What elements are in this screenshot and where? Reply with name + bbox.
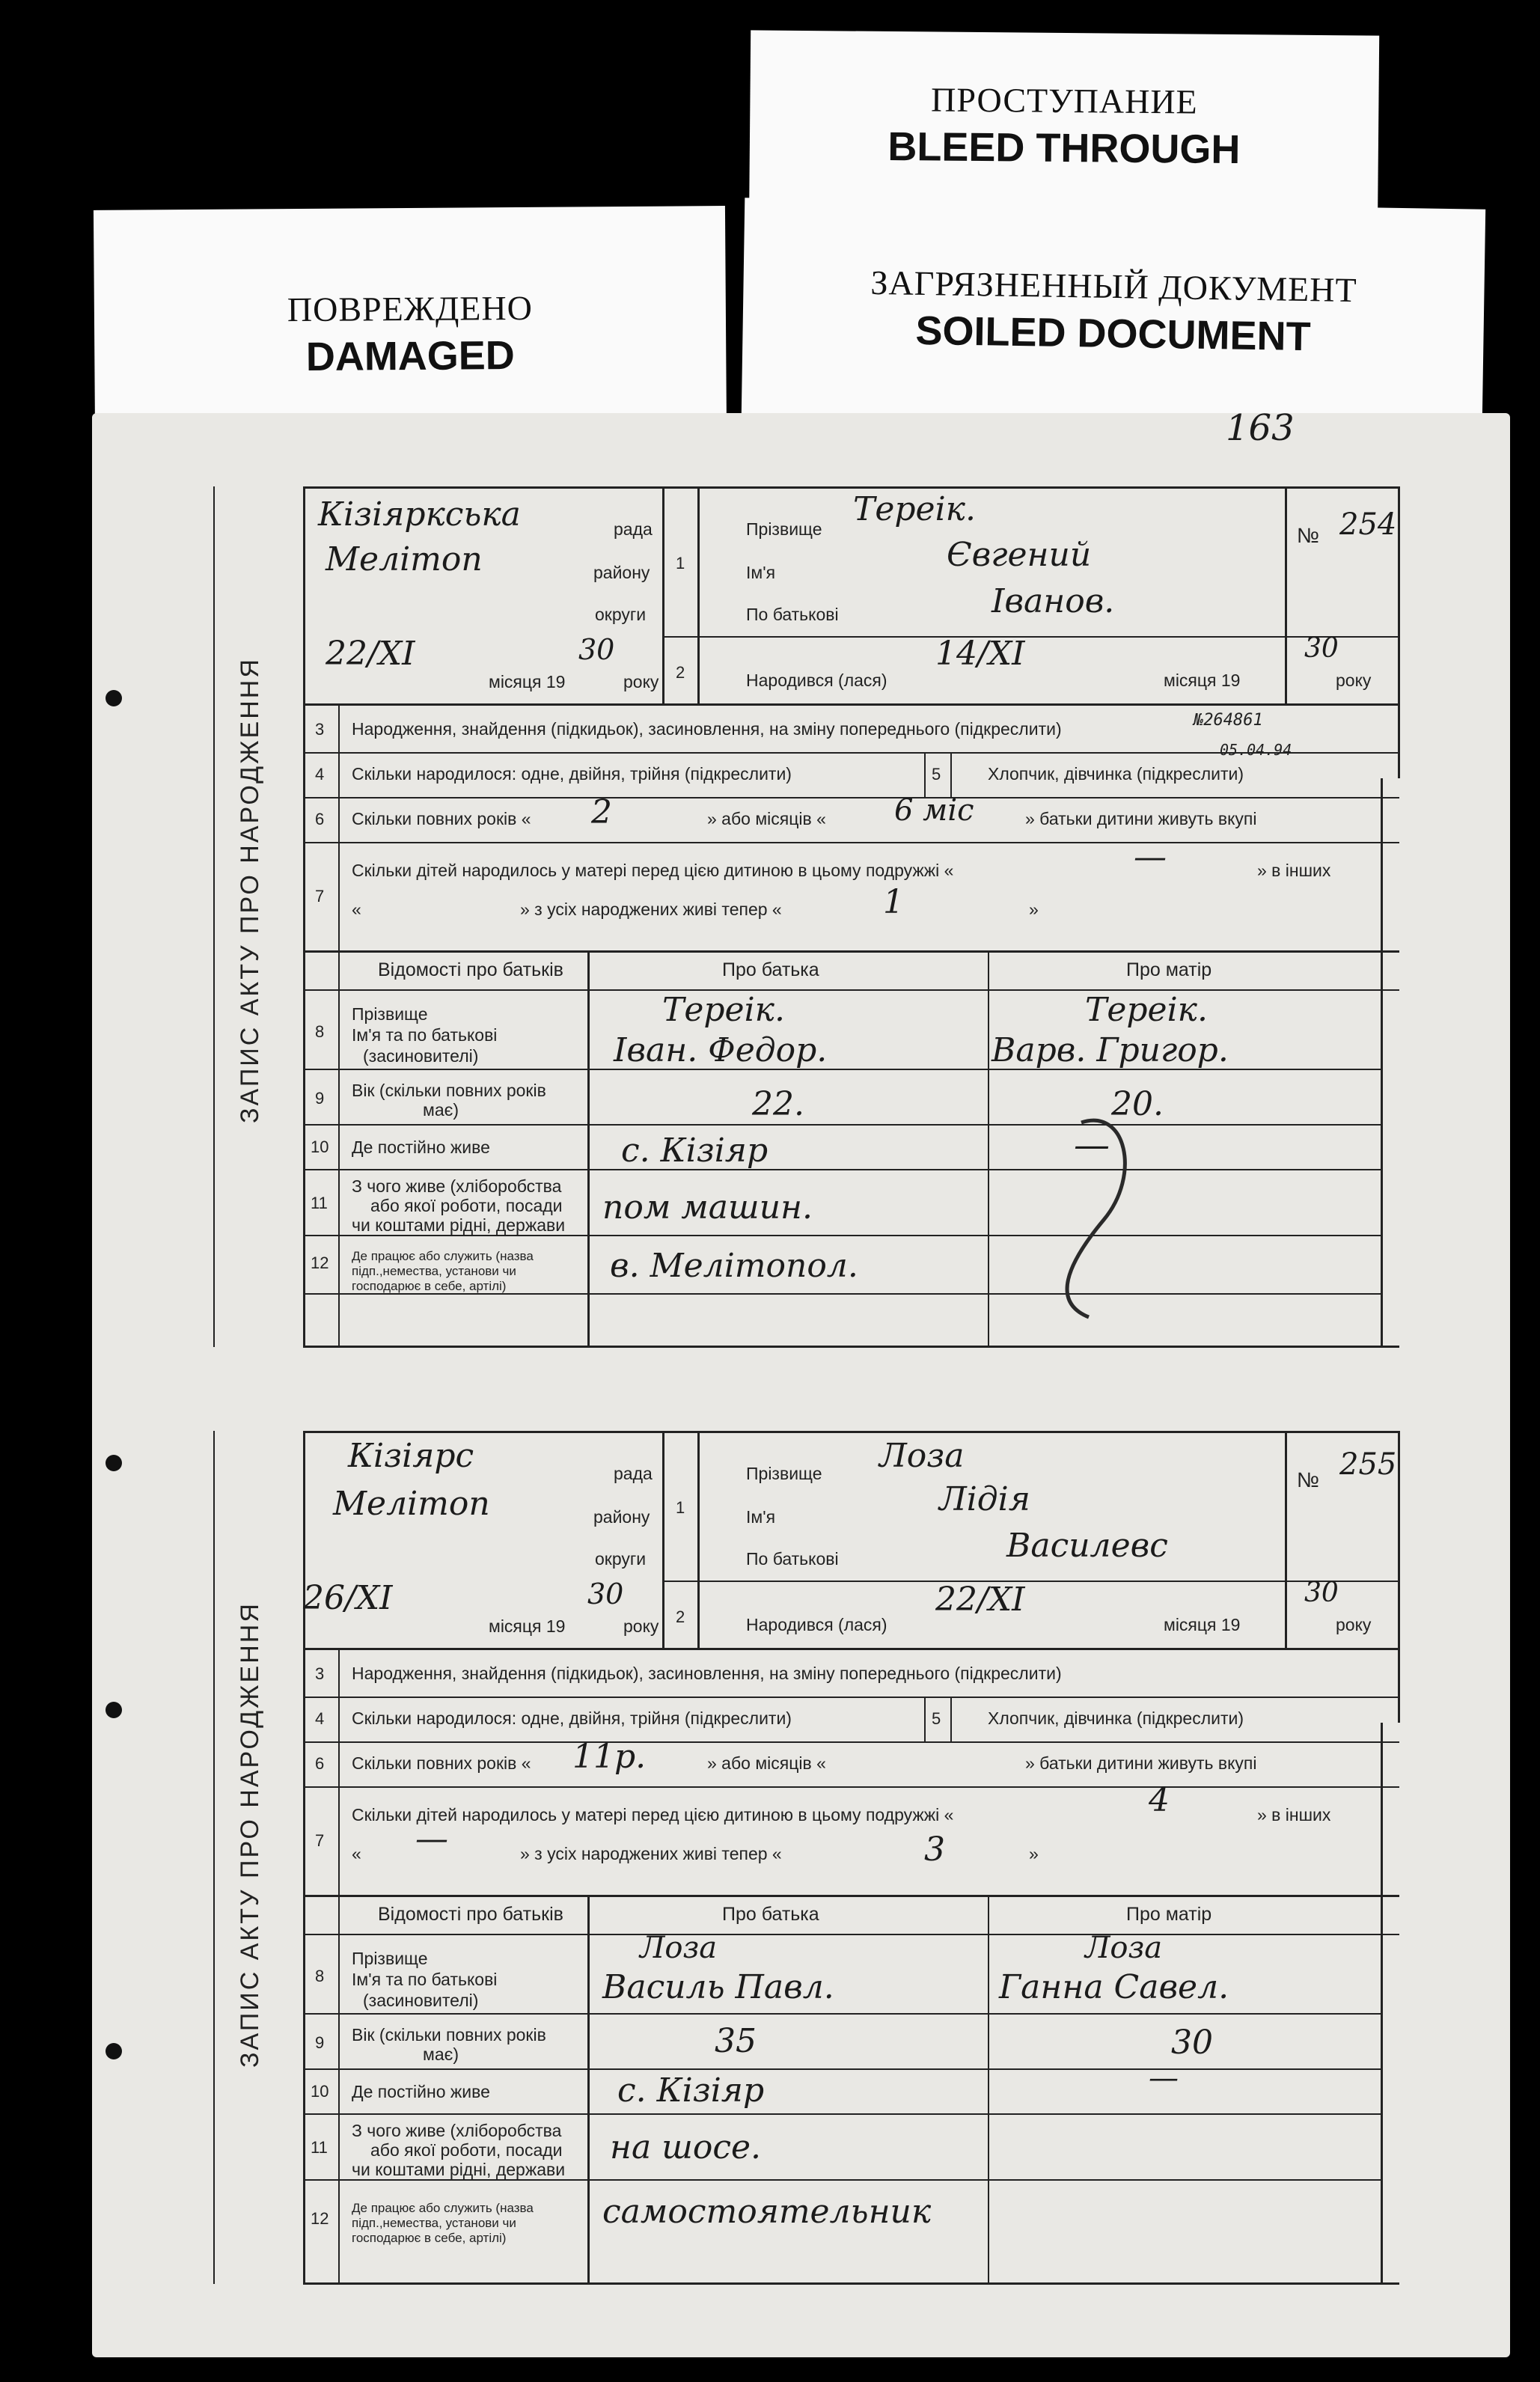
r8-name: Ім'я та по батькові	[352, 1970, 498, 1989]
header-parents: Відомості про батьків	[378, 959, 563, 980]
r8-name: Ім'я та по батькові	[352, 1025, 498, 1045]
soiled-document-card	[742, 198, 1485, 427]
r10-residence: Де постійно живе	[352, 1137, 490, 1157]
row-number-4: 4	[315, 765, 325, 784]
r8-adoptive: (засиновителі)	[363, 1991, 479, 2010]
row-number-8: 8	[315, 1967, 325, 1985]
header-parents: Відомості про батьків	[378, 1904, 563, 1925]
damaged-ru: ПОВРЕЖДЕНО	[287, 288, 534, 329]
row6-together-label: » батьки дитини живуть вкупі	[1025, 809, 1257, 828]
label-name: Ім'я	[746, 1507, 776, 1527]
record-number: 255	[1339, 1447, 1397, 1482]
label-month-19: місяця 19	[489, 672, 566, 691]
place-raion: Мелітоп	[326, 540, 483, 578]
registration-year: 30	[587, 1578, 624, 1610]
birth-date: 22/XI	[935, 1581, 1025, 1619]
row-number-5: 5	[932, 1709, 941, 1728]
row7-text-a: Скільки дітей народилось у матері перед цією дитиною в цьому подружжі «	[352, 1805, 954, 1824]
damaged-card	[94, 206, 727, 439]
label-raionu: району	[593, 563, 650, 582]
row-number-3: 3	[315, 720, 325, 739]
mother-name: Ганна Савел.	[999, 1968, 1229, 2006]
punch-hole	[106, 2043, 122, 2059]
header-father: Про батька	[722, 959, 819, 980]
row-number-12: 12	[311, 2209, 329, 2228]
row-number-11: 11	[311, 1194, 328, 1212]
label-surname: Прізвище	[746, 1464, 822, 1483]
row-number-7: 7	[315, 887, 325, 906]
row7-text-d: » з усіх народжених живі тепер «	[520, 1844, 782, 1863]
row-number-10: 10	[311, 1137, 329, 1156]
side-title: ЗАПИС АКТУ ПРО НАРОДЖЕННЯ	[236, 657, 264, 1124]
years-together: 2	[591, 793, 612, 831]
r12-c: господарює в себе, артілі)	[352, 2231, 507, 2245]
mother-age: 30	[1171, 2024, 1213, 2062]
r11-c: чи коштами рідні, держави	[352, 1215, 566, 1235]
father-name: Іван. Федор.	[614, 1031, 828, 1069]
r11-c: чи коштами рідні, держави	[352, 2160, 566, 2179]
row-number-11: 11	[311, 2138, 328, 2157]
children-before: 4	[1149, 1781, 1170, 1819]
label-number-sign: №	[1297, 524, 1320, 547]
row6-years-label: Скільки повних років «	[352, 1753, 531, 1773]
birth-date: 14/XI	[935, 635, 1025, 673]
father-surname: Лоза	[640, 1931, 718, 1965]
years-together: 11р.	[572, 1738, 647, 1776]
birth-year: 30	[1304, 1578, 1339, 1608]
place-raion: Мелітоп	[333, 1485, 490, 1523]
header-father: Про батька	[722, 1904, 819, 1925]
father-residence: с. Кізіяр	[621, 1132, 769, 1170]
label-name: Ім'я	[746, 563, 776, 582]
punch-hole	[106, 690, 122, 706]
side-title: ЗАПИС АКТУ ПРО НАРОДЖЕННЯ	[236, 1601, 264, 2068]
row-number-5: 5	[932, 765, 941, 784]
row4-text: Скільки народилося: одне, двійня, трійня (підкреслити)	[352, 1708, 792, 1728]
row-number-9: 9	[315, 2033, 325, 2052]
r11-b: або якої роботи, посади	[370, 2140, 563, 2160]
children-alive: 3	[924, 1830, 945, 1869]
bleed-through-en: BLEED THROUGH	[887, 123, 1241, 173]
mother-surname: Тереік.	[1085, 991, 1208, 1029]
row6-months-label: » або місяців «	[707, 1753, 826, 1773]
father-age: 22.	[752, 1085, 804, 1123]
archive-stamp-date: 05.04.94	[1220, 741, 1292, 759]
row5-text: Хлопчик, дівчинка (підкреслити)	[988, 1708, 1244, 1728]
label-patronymic: По батькові	[746, 1549, 839, 1569]
mother-residence: —	[1074, 1124, 1110, 1166]
label-month-19: місяця 19	[1164, 1615, 1241, 1634]
row5-text: Хлопчик, дівчинка (підкреслити)	[988, 764, 1244, 784]
row-number-7: 7	[315, 1831, 325, 1850]
r11-a: З чого живе (хліборобства	[352, 2121, 562, 2140]
registration-date: 22/XI	[326, 635, 415, 673]
child-name: Лідія	[939, 1480, 1030, 1518]
r12-b: підп.,немества, установи чи	[352, 2216, 516, 2230]
header-mother: Про матір	[1126, 1904, 1212, 1925]
bleed-through-ru: ПРОСТУПАНИЕ	[930, 80, 1198, 121]
child-surname: Тереік.	[853, 490, 976, 528]
header-mother: Про матір	[1126, 959, 1212, 980]
soiled-ru: ЗАГРЯЗНЕННЫЙ ДОКУМЕНТ	[870, 263, 1357, 310]
row-number-6: 6	[315, 810, 325, 828]
r11-a: З чого живе (хліборобства	[352, 1176, 562, 1196]
row7-text-e: »	[1029, 900, 1039, 919]
label-year: року	[623, 1616, 659, 1636]
soiled-en: SOILED DOCUMENT	[915, 308, 1311, 360]
label-born: Народився (лася)	[746, 1615, 887, 1634]
r12-a: Де працює або служить (назва	[352, 2201, 534, 2215]
r12-c: господарює в себе, артілі)	[352, 1279, 507, 1293]
father-workplace: в. Мелітопол.	[610, 1247, 858, 1285]
row-number-1: 1	[676, 1498, 685, 1517]
row4-text: Скільки народилося: одне, двійня, трійня (підкреслити)	[352, 764, 792, 784]
r12-b: підп.,немества, установи чи	[352, 1264, 516, 1278]
label-year: року	[1336, 1615, 1372, 1634]
row6-together-label: » батьки дитини живуть вкупі	[1025, 1753, 1257, 1773]
children-other: —	[415, 1820, 448, 1858]
r9-age: Вік (скільки повних років	[352, 2025, 546, 2044]
birth-record-2	[213, 1431, 1399, 2284]
mother-name: Варв. Григор.	[991, 1031, 1229, 1069]
record-number: 254	[1339, 507, 1397, 542]
children-before: —	[1134, 838, 1167, 876]
birth-record-1	[213, 486, 1399, 1347]
place-rada: Кізіяркська	[318, 495, 521, 534]
row7-text-a: Скільки дітей народилось у матері перед цією дитиною в цьому подружжі «	[352, 861, 954, 880]
r9-age: Вік (скільки повних років	[352, 1081, 546, 1100]
row-number-1: 1	[676, 554, 685, 572]
place-rada: Кізіярс	[348, 1437, 474, 1475]
row7-text-c: «	[352, 900, 361, 919]
row3-text: Народження, знайдення (підкидьок), засиновлення, на зміну попереднього (підкреслити)	[352, 1664, 1062, 1683]
label-raionu: району	[593, 1507, 650, 1527]
row7-text-c: «	[352, 1844, 361, 1863]
label-born: Народився (лася)	[746, 671, 887, 690]
months-together: 6 міс	[894, 793, 974, 828]
row7-text-d: » з усіх народжених живі тепер «	[520, 900, 782, 919]
label-patronymic: По батькові	[746, 605, 839, 624]
father-residence: с. Кізіяр	[617, 2071, 765, 2110]
row-number-9: 9	[315, 1089, 325, 1108]
pencil-mark	[1036, 1108, 1156, 1332]
father-age: 35	[715, 2022, 757, 2060]
child-surname: Лоза	[879, 1437, 965, 1475]
r12-a: Де працює або служить (назва	[352, 1249, 534, 1263]
r8-surname: Прізвище	[352, 1949, 428, 1968]
r8-surname: Прізвище	[352, 1004, 428, 1024]
mother-surname: Лоза	[1085, 1931, 1163, 1965]
label-rada: рада	[614, 1464, 653, 1483]
mother-age: 20.	[1111, 1085, 1164, 1123]
page-number: 163	[1226, 407, 1295, 449]
row6-months-label: » або місяців «	[707, 809, 826, 828]
father-workplace: самостоятельник	[602, 2193, 932, 2231]
label-year: року	[623, 672, 659, 691]
row-number-2: 2	[676, 1607, 685, 1626]
mother-residence: —	[1149, 2061, 1179, 2095]
damaged-en: DAMAGED	[305, 333, 516, 379]
registration-date: 26/XI	[303, 1579, 393, 1617]
row-number-8: 8	[315, 1022, 325, 1041]
row-number-2: 2	[676, 663, 685, 682]
r11-b: або якої роботи, посади	[370, 1196, 563, 1215]
row-number-12: 12	[311, 1253, 329, 1272]
label-year: року	[1336, 671, 1372, 690]
r9-age-b: має)	[423, 2044, 459, 2064]
label-surname: Прізвище	[746, 519, 822, 539]
row3-text: Народження, знайдення (підкидьок), засиновлення, на зміну попереднього (підкреслити)	[352, 719, 1062, 739]
label-okrugy: округи	[595, 1549, 647, 1569]
child-name: Євгений	[947, 536, 1092, 574]
row-number-4: 4	[315, 1709, 325, 1728]
punch-hole	[106, 1455, 122, 1471]
registration-year: 30	[578, 633, 615, 666]
r8-adoptive: (засиновителі)	[363, 1046, 479, 1066]
birth-year: 30	[1304, 633, 1339, 664]
label-okrugy: округи	[595, 605, 647, 624]
label-rada: рада	[614, 519, 653, 539]
r10-residence: Де постійно живе	[352, 2082, 490, 2101]
child-patronymic: Василевс	[1006, 1527, 1168, 1565]
children-alive: 1	[883, 883, 904, 921]
father-occupation: пом машин.	[602, 1188, 813, 1227]
archive-stamp-number: №264861	[1194, 711, 1263, 730]
punch-hole	[106, 1702, 122, 1718]
child-patronymic: Іванов.	[991, 582, 1115, 620]
label-number-sign: №	[1297, 1468, 1320, 1491]
father-name: Василь Павл.	[602, 1968, 834, 2006]
row-number-3: 3	[315, 1664, 325, 1683]
row6-years-label: Скільки повних років «	[352, 809, 531, 828]
row-number-10: 10	[311, 2082, 329, 2101]
father-occupation: на шосе.	[610, 2128, 762, 2166]
row7-text-b: » в інших	[1257, 1805, 1331, 1824]
father-surname: Тереік.	[662, 991, 785, 1029]
row-number-6: 6	[315, 1754, 325, 1773]
r9-age-b: має)	[423, 1100, 459, 1120]
label-month-19: місяця 19	[489, 1616, 566, 1636]
label-month-19: місяця 19	[1164, 671, 1241, 690]
row7-text-e: »	[1029, 1844, 1039, 1863]
row7-text-b: » в інших	[1257, 861, 1331, 880]
